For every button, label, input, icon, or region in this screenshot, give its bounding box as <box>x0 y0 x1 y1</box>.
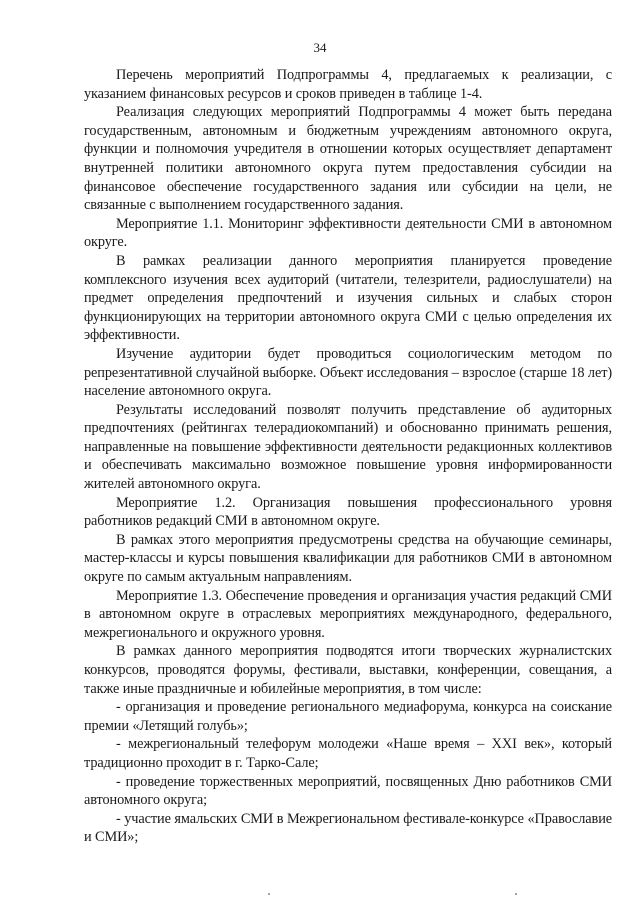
paragraph: Реализация следующих мероприятий Подпрограммы 4 может быть передана государственным, автономным и бюджетным учреждениям автономного округа, функции и полномочия учредителя в отношении которых осуществляет департамент внутренней политики автономного округа путем предоставления субсидии на финансовое обеспечение государственного задания или субсидии на цели, не связанные с выполнением государственного задания. <box>84 104 612 214</box>
list-item: - межрегиональный телефорум молодежи «Наше время – XXI век», который традиционно проходит в г. Тарко-Сале; <box>84 736 612 771</box>
document-body <box>84 66 612 847</box>
paragraph: Результаты исследований позволят получить представление об аудиторных предпочтениях (рейтингах телерадиокомпаний) и обоснованно принимать решения, направленные на повышение эффективности деятельности редакционных коллективов и обеспечивать максимально возможное повышение уровня информированности жителей автономного округа. <box>84 401 612 493</box>
paragraph: В рамках этого мероприятия предусмотрены средства на обучающие семинары, мастер-классы и курсы повышения квалификации для работников СМИ в автономном округе по самым актуальным направлениям. <box>84 531 612 586</box>
paragraph: Перечень мероприятий Подпрограммы 4, предлагаемых к реализации, с указанием финансовых ресурсов и сроков приведен в таблице 1-4. <box>84 67 612 102</box>
scan-speck <box>515 893 517 895</box>
paragraph: Изучение аудитории будет проводиться социологическим методом по репрезентативной случайной выборке. Объект исследования – взрослое (старше 18 лет) население автономного округа. <box>84 345 612 400</box>
paragraph: Мероприятие 1.1. Мониторинг эффективности деятельности СМИ в автономном округе. <box>84 215 612 251</box>
paragraph: В рамках реализации данного мероприятия планируется проведение комплексного изучения всех аудиторий (читатели, телезрители, радиослушатели) на предмет определения предпочтений и изучения сильных и слабых сторон функционирующих на территории автономного округа СМИ с целью определения их эффективности. <box>84 252 612 344</box>
list-item: - проведение торжественных мероприятий, посвященных Дню работников СМИ автономного округа; <box>84 773 612 809</box>
scan-speck <box>268 893 270 895</box>
paragraph: В рамках данного мероприятия подводятся итоги творческих журналистских конкурсов, проводятся форумы, фестивали, выставки, конференции, совещания, а также иные праздничные и юбилейные мероприятия, в том числе: <box>84 643 612 697</box>
paragraph: Мероприятие 1.3. Обеспечение проведения и организация участия редакций СМИ в автономном округе в отраслевых мероприятиях международного, федерального, межрегионального и окружного уровня. <box>84 587 612 641</box>
list-item: - организация и проведение регионального медиафорума, конкурса на соискание премии «Летящий голубь»; <box>84 699 612 734</box>
page-number: 34 <box>313 40 327 55</box>
list-item: - участие ямальских СМИ в Межрегиональном фестивале-конкурсе «Православие и СМИ»; <box>84 810 612 846</box>
paragraph: Мероприятие 1.2. Организация повышения профессионального уровня работников редакций СМИ в автономном округе. <box>84 494 612 530</box>
